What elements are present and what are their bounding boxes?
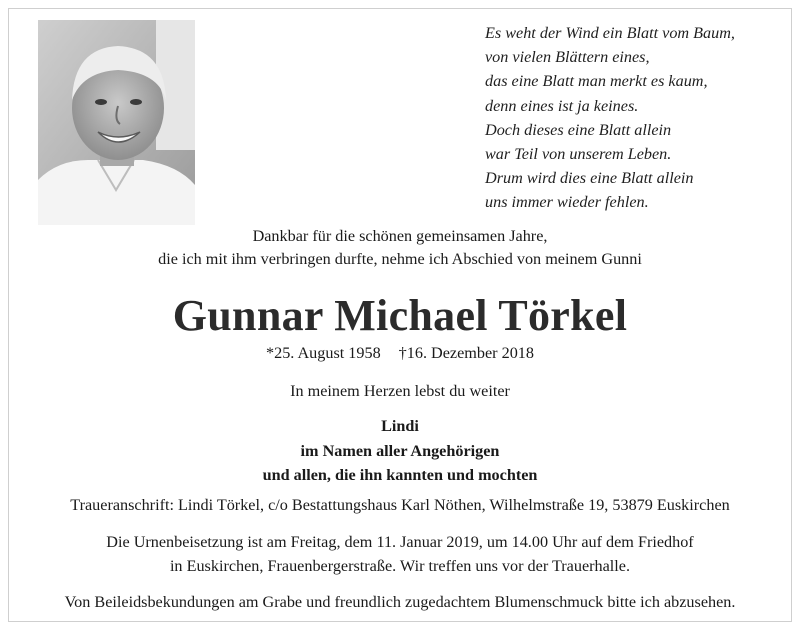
burial-info — [0, 530, 800, 578]
thanks-line: die ich mit ihm verbringen durfte, nehme ich Abschied von meinem Gunni — [158, 250, 642, 268]
burial-line: Die Urnenbeisetzung ist am Freitag, dem 11. Januar 2019, um 14.00 Uhr auf dem Friedhof — [106, 533, 694, 551]
family-signature — [0, 414, 800, 488]
portrait-photo — [38, 20, 195, 225]
mourning-address: Traueranschrift: Lindi Törkel, c/o Bestattungshaus Karl Nöthen, Wilhelmstraße 19, 53879 Euskirchen — [70, 496, 730, 514]
heart-line: In meinem Herzen lebst du weiter — [290, 382, 510, 400]
thanks-text — [0, 225, 800, 271]
poem-line: Doch dieses eine Blatt allein — [485, 120, 672, 139]
thanks-line: Dankbar für die schönen gemeinsamen Jahre, — [252, 227, 548, 245]
poem-line: denn eines ist ja keines. — [485, 96, 639, 115]
birth-date: *25. August 1958 — [266, 344, 381, 362]
poem-line: Es weht der Wind ein Blatt vom Baum, — [485, 24, 735, 42]
poem — [485, 21, 785, 215]
condolences-note: Von Beileidsbekundungen am Grabe und freundlich zugedachtem Blumenschmuck bitte ich abzusehen. — [64, 593, 736, 611]
poem-line: das eine Blatt man merkt es kaum, — [485, 72, 708, 91]
family-line: und allen, die ihn kannten und mochten — [262, 466, 538, 484]
life-dates — [0, 342, 800, 364]
poem-line: uns immer wieder fehlen. — [485, 193, 649, 212]
family-line: im Namen aller Angehörigen — [300, 441, 500, 460]
burial-line: in Euskirchen, Frauenbergerstraße. Wir treffen uns vor der Trauerhalle. — [169, 557, 631, 575]
portrait-photo-icon — [38, 20, 195, 225]
deceased-name: Gunnar Michael Törkel — [172, 291, 628, 340]
poem-line: war Teil von unserem Leben. — [485, 145, 672, 164]
poem-line: von vielen Blättern eines, — [485, 48, 650, 67]
family-line: Lindi — [381, 417, 419, 435]
death-date: †16. Dezember 2018 — [398, 344, 534, 362]
poem-line: Drum wird dies eine Blatt allein — [485, 169, 694, 188]
